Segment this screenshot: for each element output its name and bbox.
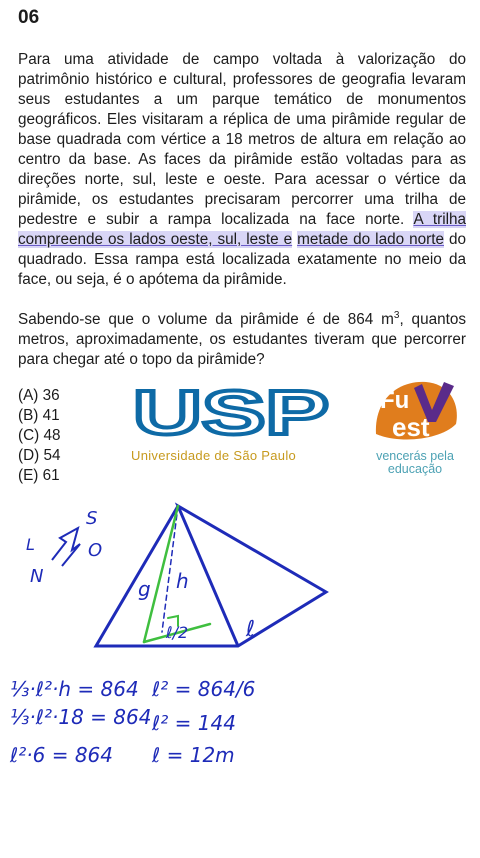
usp-logo [131,388,331,438]
apothem-label-g: g [138,577,151,601]
compass-l-label: L [26,535,35,554]
exponent: 3 [393,310,400,321]
option-c[interactable]: (C) 48 [18,427,61,444]
option-a[interactable]: (A) 36 [18,387,60,404]
calc-line-3: ℓ²·6 = 864 [10,743,114,767]
half-side-label: ℓ/2 [166,623,189,642]
calc-line-6: ℓ = 12m [152,743,235,767]
calc-line-2: ⅓·ℓ²·18 = 864 [10,705,152,729]
usp-subtitle: Universidade de São Paulo [131,448,297,463]
side-label-l: ℓ [246,617,256,642]
compass-s-label: S [86,508,98,529]
question-paragraph-2 [18,306,466,370]
compass-sketch [52,528,80,566]
calc-line-5: ℓ² = 144 [152,711,236,735]
fuvest-slogan [368,450,462,476]
highlighted-text-2: metade do lado norte [297,231,444,248]
apothem-line [144,506,178,642]
paragraph-1-text-a: Para uma atividade de campo voltada à valorização do patrimônio histórico e cultural, professores de geografia levaram seus estudantes a um parque temático de monumentos geográficos. Eles visitaram a réplica de uma pirâmide regular de base quadrada com vértice a 18 metros de altura em relação ao centro da base. As faces da pirâmide estão voltadas para as direções norte, sul, leste e oeste. Para acessar o vértice da pirâmide, os estudantes precisaram percorrer uma trilha de pedestre e subir a rampa localizada na face norte. [18,51,466,228]
compass-o-label: O [88,540,103,561]
height-label-h: h [176,569,189,593]
paragraph-1-text-b: do quadrado. Essa rampa está localizada exatamente no meio da face, ou seja, é o apótema da pirâmide. [18,231,467,288]
option-d[interactable]: (D) 54 [18,447,61,464]
highlighted-text-1: A trilha compreende os lados oeste, sul, leste e [18,211,467,248]
handwritten-solution [0,500,480,858]
fuvest-logo-top: Fu [380,387,410,414]
calc-line-1: ⅓·ℓ²·h = 864 [10,677,139,701]
compass-n-label: N [30,566,44,587]
option-b[interactable]: (B) 41 [18,407,60,424]
fuvest-logo-bottom: est [392,412,430,442]
fuvest-slogan-line-1: vencerás pela [376,449,454,463]
fuvest-logo [370,378,462,448]
paragraph-2-text-a: Sabendo-se que o volume da pirâmide é de 864 m [18,311,394,329]
option-e[interactable]: (E) 61 [18,467,60,484]
paragraph-2-text-b: , quantos metros, aproximadamente, os estudantes tiveram que percorrer para chegar até o topo da pirâmide? [18,311,466,369]
question-paragraph-1 [18,50,466,290]
compass-star [52,528,80,566]
pyramid-edges [96,506,326,646]
pyramid-sketch [96,506,326,646]
question-number: 06 [18,7,40,28]
fuvest-slogan-line-2: educação [387,462,443,476]
answer-options [18,386,61,486]
usp-logo-text: USP [133,388,329,438]
calc-line-4: ℓ² = 864/6 [152,677,256,701]
